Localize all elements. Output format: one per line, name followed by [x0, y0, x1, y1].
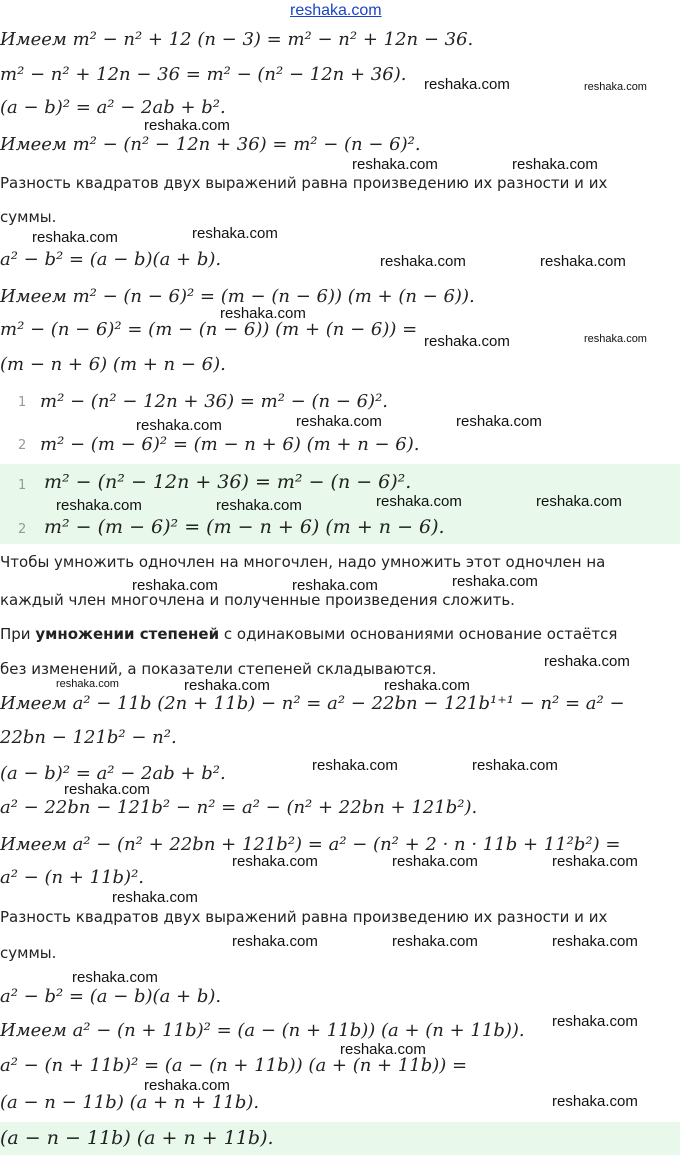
watermark: reshaka.com	[290, 2, 382, 19]
solution-line: Имеем a² − (n² + 22bn + 121b²) = a² − (n² + 2 · n · 11b + 11²b²) =	[0, 834, 621, 855]
solution-line: a² − b² = (a − b)(a + b).	[0, 249, 222, 270]
watermark: reshaka.com	[216, 497, 302, 514]
solution-line: a² − (n + 11b)².	[0, 867, 144, 888]
watermark: reshaka.com	[424, 333, 510, 350]
solution-line: (m − n + 6) (m + n − 6).	[0, 354, 226, 375]
solution-line: Имеем a² − (n + 11b)² = (a − (n + 11b)) (a + (n + 11b)).	[0, 1020, 525, 1041]
solution-line: 22bn − 121b² − n².	[0, 727, 177, 748]
watermark: reshaka.com	[112, 889, 198, 906]
watermark: reshaka.com	[584, 81, 647, 93]
watermark: reshaka.com	[144, 1077, 230, 1094]
watermark: reshaka.com	[540, 253, 626, 270]
step-number: 1	[18, 395, 27, 410]
watermark: reshaka.com	[392, 853, 478, 870]
answer-line: (a − n − 11b) (a + n + 11b).	[0, 1127, 274, 1149]
watermark: reshaka.com	[56, 497, 142, 514]
watermark: reshaka.com	[376, 493, 462, 510]
watermark: reshaka.com	[544, 653, 630, 670]
watermark: reshaka.com	[424, 76, 510, 93]
watermark: reshaka.com	[56, 678, 119, 690]
solution-line: a² − b² = (a − b)(a + b).	[0, 986, 222, 1007]
solution-text: Разность квадратов двух выражений равна произведению их разности и их	[0, 908, 608, 926]
watermark: reshaka.com	[512, 156, 598, 173]
watermark: reshaka.com	[380, 253, 466, 270]
watermark: reshaka.com	[296, 413, 382, 430]
watermark: reshaka.com	[472, 757, 558, 774]
answer-step-number: 1	[18, 478, 27, 493]
watermark: reshaka.com	[536, 493, 622, 510]
solution-line: m² − (n − 6)² = (m − (n − 6)) (m + (n − 6)) =	[0, 319, 418, 340]
watermark: reshaka.com	[144, 117, 230, 134]
solution-line: (a − b)² = a² − 2ab + b².	[0, 763, 226, 784]
watermark: reshaka.com	[552, 853, 638, 870]
solution-line: Имеем m² − n² + 12 (n − 3) = m² − n² + 12n − 36.	[0, 29, 474, 50]
watermark: reshaka.com	[184, 677, 270, 694]
solution-line: a² − (n + 11b)² = (a − (n + 11b)) (a + (n + 11b)) =	[0, 1055, 468, 1076]
rule-text: без изменений, а показатели степеней складываются.	[0, 660, 437, 678]
solution-text: суммы.	[0, 944, 57, 962]
watermark: reshaka.com	[452, 573, 538, 590]
watermark: reshaka.com	[384, 677, 470, 694]
answer-step-number: 2	[18, 522, 27, 537]
watermark: reshaka.com	[552, 1013, 638, 1030]
step-line: m² − (m − 6)² = (m − n + 6) (m + n − 6).	[40, 434, 420, 455]
watermark: reshaka.com	[232, 853, 318, 870]
watermark: reshaka.com	[352, 156, 438, 173]
solution-line: (a − b)² = a² − 2ab + b².	[0, 97, 226, 118]
watermark: reshaka.com	[292, 577, 378, 594]
rule-emphasis: умножении степеней	[35, 625, 220, 643]
watermark: reshaka.com	[132, 577, 218, 594]
watermark: reshaka.com	[340, 1041, 426, 1058]
solution-line: Имеем m² − (n − 6)² = (m − (n − 6)) (m + (n − 6)).	[0, 286, 475, 307]
watermark: reshaka.com	[220, 305, 306, 322]
solution-text: суммы.	[0, 208, 57, 226]
watermark: reshaka.com	[312, 757, 398, 774]
answer-line: m² − (n² − 12n + 36) = m² − (n − 6)².	[44, 471, 412, 493]
watermark: reshaka.com	[232, 933, 318, 950]
rule-text	[0, 624, 617, 644]
solution-line: Имеем m² − (n² − 12n + 36) = m² − (n − 6)².	[0, 134, 421, 155]
watermark: reshaka.com	[456, 413, 542, 430]
rule-text: каждый член многочлена и полученные произведения сложить.	[0, 591, 515, 609]
step-line: m² − (n² − 12n + 36) = m² − (n − 6)².	[40, 391, 389, 412]
watermark: reshaka.com	[136, 417, 222, 434]
watermark: reshaka.com	[392, 933, 478, 950]
rule-text: Чтобы умножить одночлен на многочлен, надо умножить этот одночлен на	[0, 553, 606, 571]
watermark: reshaka.com	[584, 333, 647, 345]
rule-text-start: При	[0, 625, 31, 643]
watermark: reshaka.com	[552, 1093, 638, 1110]
watermark: reshaka.com	[72, 969, 158, 986]
solution-text: Разность квадратов двух выражений равна произведению их разности и их	[0, 174, 608, 192]
solution-line: a² − 22bn − 121b² − n² = a² − (n² + 22bn + 121b²).	[0, 797, 478, 818]
answer-line: m² − (m − 6)² = (m − n + 6) (m + n − 6).	[44, 516, 445, 538]
watermark: reshaka.com	[192, 225, 278, 242]
solution-line: (a − n − 11b) (a + n + 11b).	[0, 1092, 260, 1113]
watermark: reshaka.com	[64, 781, 150, 798]
rule-text-end: с одинаковыми основаниями основание остаётся	[223, 625, 618, 643]
solution-line: Имеем a² − 11b (2n + 11b) − n² = a² − 22bn − 121b¹⁺¹ − n² = a² −	[0, 693, 625, 714]
watermark: reshaka.com	[552, 933, 638, 950]
solution-line: m² − n² + 12n − 36 = m² − (n² − 12n + 36).	[0, 64, 407, 85]
watermark: reshaka.com	[32, 229, 118, 246]
step-number: 2	[18, 438, 27, 453]
